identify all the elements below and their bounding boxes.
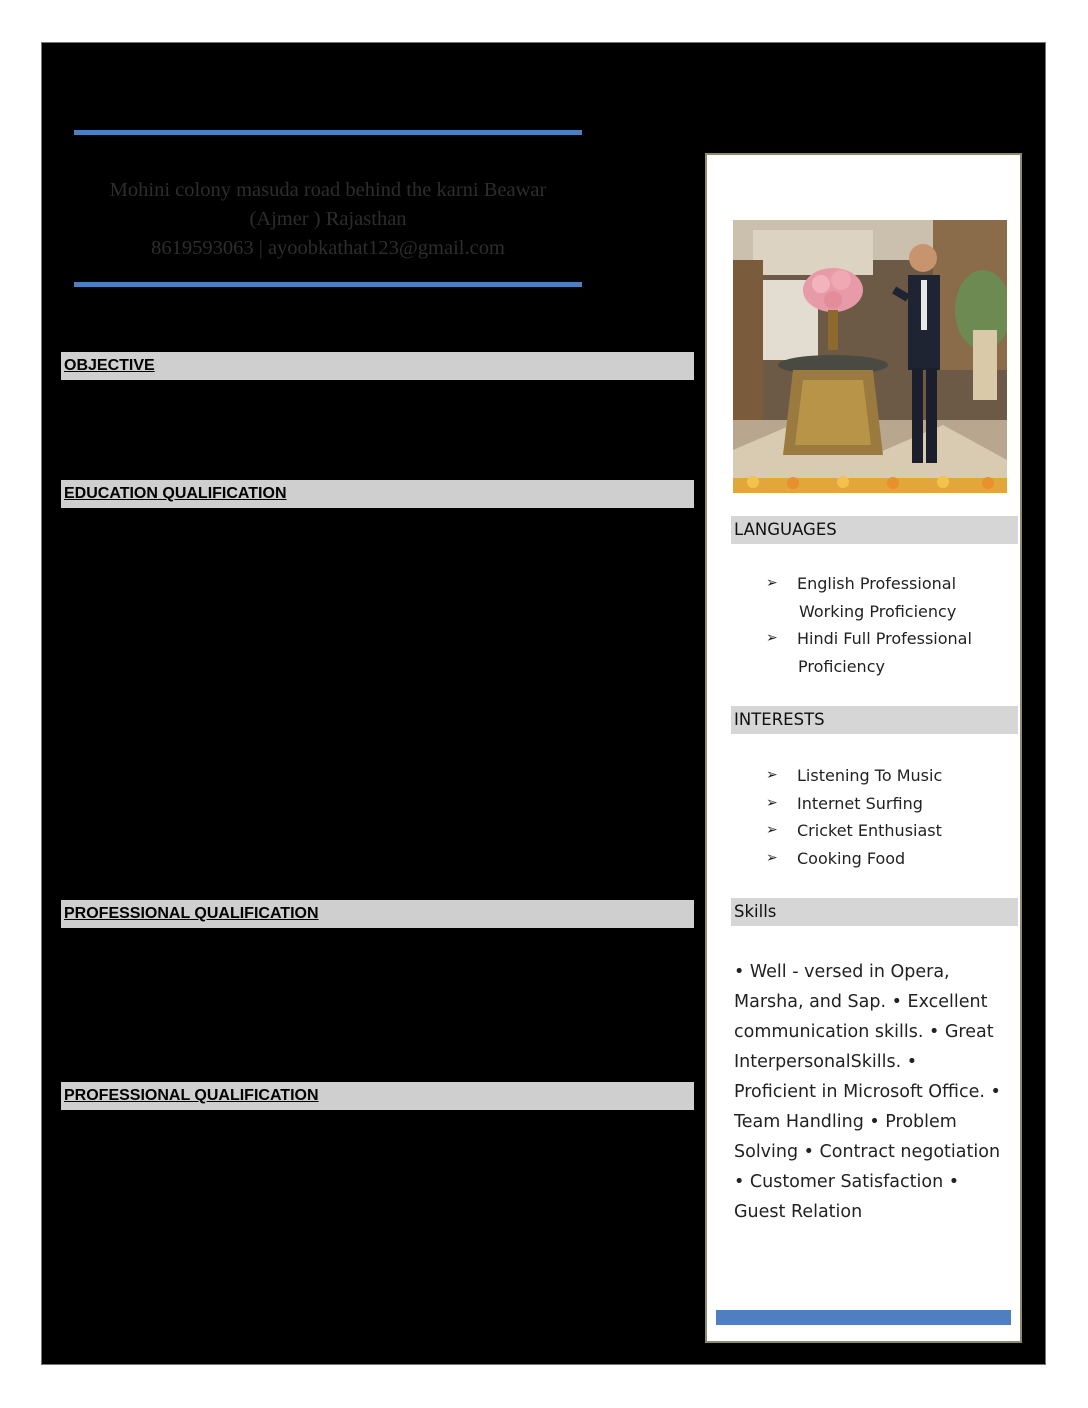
list-item — [766, 845, 1016, 873]
language-item-line1: Hindi Full Professional — [797, 629, 972, 648]
objective-heading-label: OBJECTIVE — [64, 357, 155, 374]
language-item-line1: English Professional — [797, 574, 957, 593]
objective-heading — [61, 352, 694, 380]
languages-list — [766, 570, 1016, 680]
professional-heading-1-label: PROFESSIONAL QUALIFICATION — [64, 905, 319, 922]
skills-heading-label: Skills — [734, 902, 777, 921]
arrow-bullet-icon: ➢ — [766, 630, 778, 646]
skills-heading — [731, 898, 1018, 926]
list-item — [766, 817, 1016, 845]
interest-item-label: Cooking Food — [797, 848, 906, 868]
professional-heading-2-label: PROFESSIONAL QUALIFICATION — [64, 1087, 319, 1104]
arrow-bullet-icon: ➢ — [766, 794, 778, 811]
arrow-bullet-icon: ➢ — [766, 767, 778, 783]
list-item — [766, 790, 1016, 818]
bottom-accent-rule — [74, 282, 582, 287]
professional-heading-1 — [61, 900, 694, 928]
interest-item-label: Internet Surfing — [797, 793, 923, 813]
list-item — [766, 762, 1016, 790]
interests-heading — [731, 706, 1018, 734]
profile-photo-illustration — [733, 220, 1007, 493]
education-heading-label: EDUCATION QUALIFICATION — [64, 485, 287, 502]
languages-heading-label: LANGUAGES — [734, 520, 837, 539]
interests-heading-label: INTERESTS — [734, 710, 825, 729]
arrow-bullet-icon: ➢ — [766, 849, 778, 866]
profile-photo — [733, 220, 1007, 493]
contact-block — [74, 176, 582, 263]
language-item-line2: Working Proficiency — [799, 601, 957, 621]
address-line-2: (Ajmer ) Rajasthan — [249, 208, 407, 230]
arrow-bullet-icon: ➢ — [766, 822, 778, 838]
top-accent-rule — [74, 130, 582, 135]
sidebar-footer-bar — [716, 1310, 1011, 1325]
list-item — [766, 625, 1016, 680]
education-heading — [61, 480, 694, 508]
arrow-bullet-icon: ➢ — [766, 575, 778, 591]
list-item — [766, 570, 1016, 625]
address-line-1: Mohini colony masuda road behind the karni Beawar — [109, 179, 547, 201]
language-item-line2: Proficiency — [798, 656, 885, 676]
interest-item-label: Listening To Music — [797, 766, 943, 785]
languages-heading — [731, 516, 1018, 544]
phone-email-line: 8619593063 | ayoobkathat123@gmail.com — [151, 237, 505, 259]
interest-item-label: Cricket Enthusiast — [797, 821, 942, 840]
skills-paragraph: • Well - versed in Opera, Marsha, and Sap. • Excellent communication skills. • Great InterpersonalSkills. • Proficient in Microsoft Office. • Team Handling • Problem Solving • Contract negotiation • Customer Satisfaction • Guest Relation — [734, 962, 1001, 1222]
professional-heading-2 — [61, 1082, 694, 1110]
interests-list — [766, 762, 1016, 872]
